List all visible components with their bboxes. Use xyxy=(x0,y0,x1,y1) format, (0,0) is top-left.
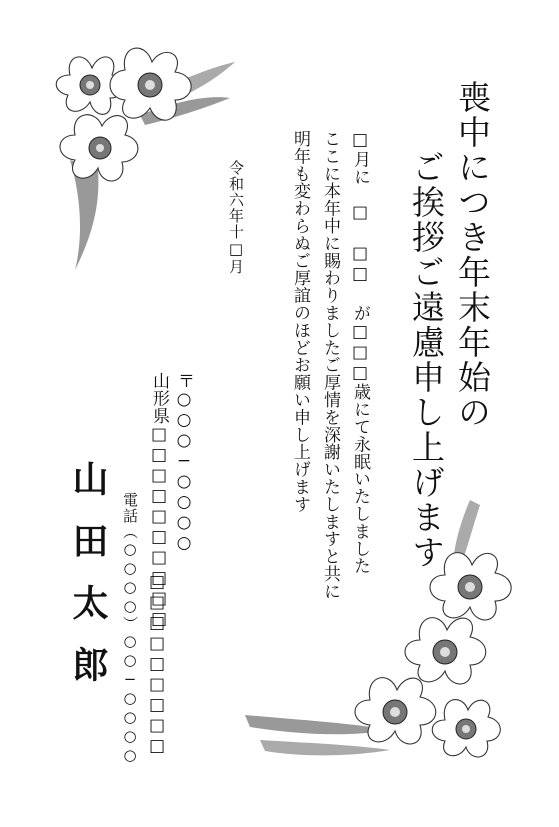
narcissus-flowers-top-left xyxy=(40,40,250,280)
body-line-2: ここに本年中に賜わりましたご厚情を深謝いたしますと共に xyxy=(320,130,340,600)
postal-code: 〒○○○−○○○○ xyxy=(174,372,194,554)
title-line-1: 喪中につき年末年始の xyxy=(453,80,492,430)
body-line-1: □月に □ □□ が□□□歳にて永眠いたしました xyxy=(350,130,370,575)
address-line-2: □□□□□□□□□ xyxy=(147,572,167,757)
address-line-1: 山形県□□□□□□□□□□ xyxy=(149,372,169,630)
title-line-2: ご挨拶ご遠慮申し上げます xyxy=(407,150,446,570)
narcissus-flowers-bottom-right xyxy=(240,495,540,805)
sender-name: 山田太郎 xyxy=(67,460,109,708)
phone-number: 電話（○○○○）○○−○○○○ xyxy=(121,492,139,765)
body-line-3: 明年も変わらぬご厚誼のほどお願い申し上げます xyxy=(290,130,310,513)
date: 令和六年十□月 xyxy=(227,160,245,275)
